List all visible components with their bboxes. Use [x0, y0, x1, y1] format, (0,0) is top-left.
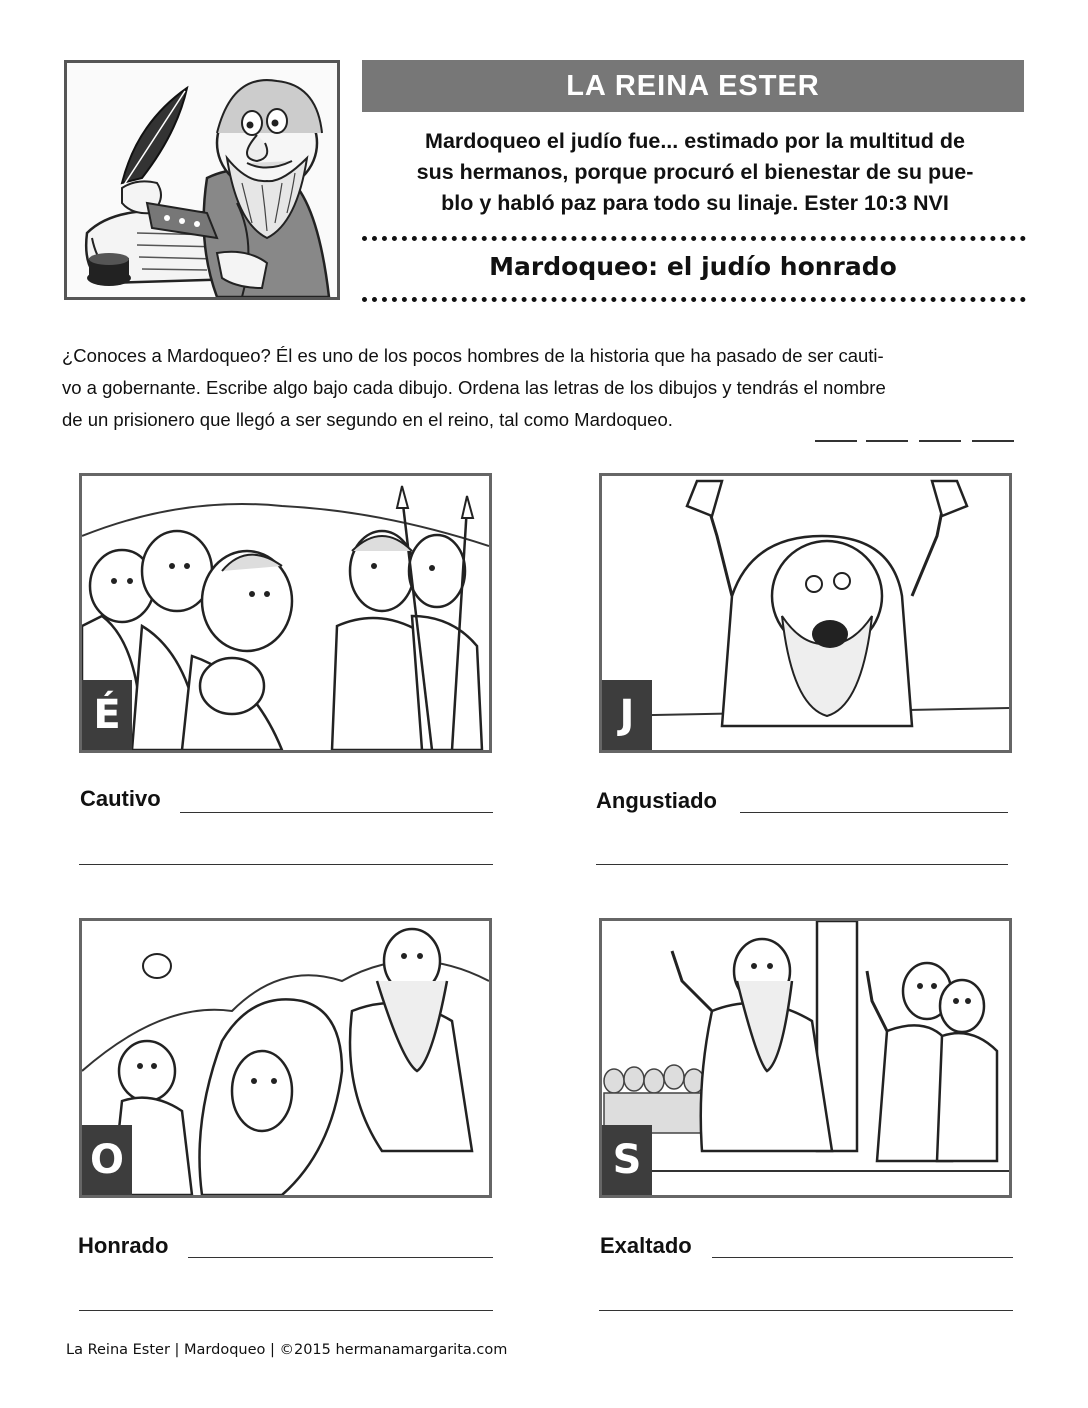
instructions [62, 340, 1022, 436]
verse-text [365, 126, 1025, 219]
verse-line: Mardoqueo el judío fue... estimado por la multitud de [425, 129, 965, 153]
write-line-honored-1[interactable] [188, 1257, 493, 1258]
instruction-line: vo a gobernante. Escribe algo bajo cada dibujo. Ordena las letras de los dibujos y tendrás el nombre [62, 377, 886, 398]
write-line-captive-2[interactable] [79, 864, 493, 865]
write-line-captive-1[interactable] [180, 812, 493, 813]
picture-captive [79, 473, 492, 753]
letter-badge: S [602, 1125, 652, 1195]
answer-blank-3[interactable] [919, 440, 961, 442]
label-exalted: Exaltado [600, 1233, 692, 1258]
instruction-line: de un prisionero que llegó a ser segundo en el reino, tal como Mardoqueo. [62, 409, 673, 430]
write-line-distressed-1[interactable] [740, 812, 1008, 813]
answer-blank-2[interactable] [866, 440, 908, 442]
write-line-exalted-1[interactable] [712, 1257, 1013, 1258]
instruction-line: ¿Conoces a Mardoqueo? Él es uno de los pocos hombres de la historia que ha pasado de ser cauti- [62, 345, 884, 366]
label-honored: Honrado [78, 1233, 169, 1258]
dotted-divider-top [362, 236, 1026, 241]
picture-honored [79, 918, 492, 1198]
dotted-divider-bottom [362, 297, 1026, 302]
hero-illustration [64, 60, 340, 300]
write-line-exalted-2[interactable] [599, 1310, 1013, 1311]
answer-blank-4[interactable] [972, 440, 1014, 442]
write-line-honored-2[interactable] [79, 1310, 493, 1311]
letter-badge: O [82, 1125, 132, 1195]
letter-badge: J [602, 680, 652, 750]
letter-badge: É [82, 680, 132, 750]
title-banner [362, 60, 1024, 112]
answer-blank-1[interactable] [815, 440, 857, 442]
subtitle: Mardoqueo: el judío honrado [489, 252, 897, 281]
verse-line: blo y habló paz para todo su linaje. Ester 10:3 NVI [441, 191, 949, 215]
verse-line: sus hermanos, porque procuró el bienestar de su pue- [416, 160, 974, 184]
write-line-distressed-2[interactable] [596, 864, 1008, 865]
picture-exalted [599, 918, 1012, 1198]
picture-distressed [599, 473, 1012, 753]
page-title: LA REINA ESTER [566, 69, 820, 102]
label-distressed: Angustiado [596, 788, 717, 813]
label-captive: Cautivo [80, 786, 161, 811]
footer-credit: La Reina Ester | Mardoqueo | ©2015 hermanamargarita.com [66, 1342, 508, 1358]
